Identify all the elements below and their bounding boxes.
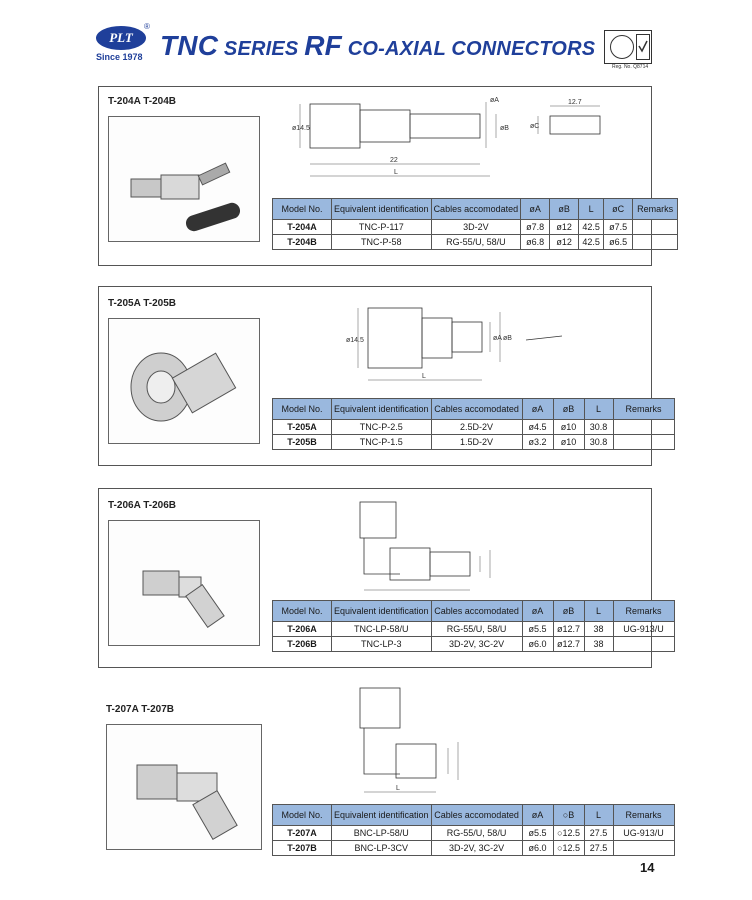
cell-model: T-204A xyxy=(273,220,332,235)
cell-equiv: TNC-P-1.5 xyxy=(332,435,432,450)
col-cables: Cables accomodated xyxy=(431,805,522,826)
col-model: Model No. xyxy=(273,199,332,220)
cell-a: ø7.8 xyxy=(521,220,550,235)
col-b: ○B xyxy=(553,805,584,826)
col-l: L xyxy=(584,601,613,622)
col-cables: Cables accomodated xyxy=(431,199,521,220)
cell-cables: RG-55/U, 58/U xyxy=(431,235,521,250)
cell-b: ø12.7 xyxy=(553,622,584,637)
col-equivalent: Equivalent identification xyxy=(332,199,432,220)
col-cables: Cables accomodated xyxy=(431,399,522,420)
spec-table-t204 xyxy=(272,198,678,250)
cell-l: 38 xyxy=(584,637,613,652)
cell-b: ○12.5 xyxy=(553,841,584,856)
cell-remarks: UG-913/U xyxy=(613,826,674,841)
spec-table-t206 xyxy=(272,600,675,652)
dim-b: øB xyxy=(503,335,512,342)
title-connectors: CO-AXIAL CONNECTORS xyxy=(341,38,596,60)
connector-photo-icon xyxy=(107,725,261,849)
cell-equiv: TNC-P-2.5 xyxy=(332,420,432,435)
col-remarks: Remarks xyxy=(633,199,678,220)
col-b: øB xyxy=(553,399,584,420)
col-a: øA xyxy=(521,199,550,220)
cell-remarks xyxy=(633,235,678,250)
section-label: T-204A T-204B xyxy=(108,96,176,107)
cell-remarks: UG-913/U xyxy=(613,622,674,637)
table-row xyxy=(273,235,678,250)
cell-cables: RG-55/U, 58/U xyxy=(431,622,522,637)
table-row xyxy=(273,220,678,235)
cell-remarks xyxy=(633,220,678,235)
cell-a: ø6.0 xyxy=(522,637,553,652)
dim-a: øA xyxy=(493,335,502,342)
cell-b: ø12.7 xyxy=(553,637,584,652)
title-tnc: TNC xyxy=(160,30,219,61)
section-label: T-207A T-207B xyxy=(106,704,174,715)
cell-model: T-206B xyxy=(273,637,332,652)
iso-seal-icon xyxy=(610,35,634,59)
drawing-t206 xyxy=(350,494,530,598)
product-photo-t206 xyxy=(108,520,260,646)
cell-b: ø10 xyxy=(553,420,584,435)
cell-model: T-207B xyxy=(273,841,332,856)
cell-l: 30.8 xyxy=(584,420,613,435)
title-rf: RF xyxy=(304,30,342,61)
connector-photo-icon xyxy=(109,521,259,645)
cell-l: 38 xyxy=(584,622,613,637)
cell-equiv: TNC-P-58 xyxy=(332,235,432,250)
cell-remarks xyxy=(613,637,674,652)
table-row xyxy=(273,435,675,450)
col-remarks: Remarks xyxy=(613,805,674,826)
product-photo-t204 xyxy=(108,116,260,242)
table-row xyxy=(273,841,675,856)
cell-model: T-205A xyxy=(273,420,332,435)
cell-model: T-206A xyxy=(273,622,332,637)
cell-b: ○12.5 xyxy=(553,826,584,841)
dim-d14-5: ø14.5 xyxy=(292,125,310,132)
col-model: Model No. xyxy=(273,805,332,826)
registered-mark: ® xyxy=(144,22,150,31)
col-a: øA xyxy=(522,399,553,420)
cell-l: 42.5 xyxy=(579,220,604,235)
col-a: øA xyxy=(522,805,553,826)
dim-b: øB xyxy=(500,125,509,132)
dim-12-7: 12.7 xyxy=(568,99,582,106)
col-l: L xyxy=(579,199,604,220)
col-equivalent: Equivalent identification xyxy=(332,601,432,622)
connector-photo-icon xyxy=(109,319,259,443)
cell-l: 42.5 xyxy=(579,235,604,250)
dim-l: L xyxy=(394,169,398,176)
cell-l: 30.8 xyxy=(584,435,613,450)
cell-cables: 3D-2V, 3C-2V xyxy=(431,841,522,856)
dim-l: L xyxy=(422,373,426,380)
spec-table-t205 xyxy=(272,398,675,450)
col-l: L xyxy=(584,399,613,420)
spec-table-t207 xyxy=(272,804,675,856)
dim-l: L xyxy=(396,785,400,792)
col-model: Model No. xyxy=(273,399,332,420)
col-model: Model No. xyxy=(273,601,332,622)
drawing-t205 xyxy=(330,300,580,386)
connector-photo-icon xyxy=(109,117,259,241)
cell-a: ø5.5 xyxy=(522,622,553,637)
cell-c: ø6.5 xyxy=(604,235,633,250)
col-remarks: Remarks xyxy=(613,601,674,622)
dim-22: 22 xyxy=(390,157,398,164)
col-b: øB xyxy=(550,199,579,220)
col-c: øC xyxy=(604,199,633,220)
cell-equiv: TNC-LP-3 xyxy=(332,637,432,652)
cell-model: T-207A xyxy=(273,826,332,841)
col-remarks: Remarks xyxy=(613,399,674,420)
cell-a: ø5.5 xyxy=(522,826,553,841)
col-cables: Cables accomodated xyxy=(431,601,522,622)
col-equivalent: Equivalent identification xyxy=(332,399,432,420)
cell-a: ø4.5 xyxy=(522,420,553,435)
cell-cables: 3D-2V xyxy=(431,220,521,235)
dim-a: øA xyxy=(490,97,499,104)
cell-remarks xyxy=(613,841,674,856)
cell-equiv: BNC-LP-58/U xyxy=(332,826,432,841)
product-photo-t207 xyxy=(106,724,262,850)
col-l: L xyxy=(584,805,613,826)
table-row xyxy=(273,826,675,841)
cell-a: ø3.2 xyxy=(522,435,553,450)
product-photo-t205 xyxy=(108,318,260,444)
dim-d14-5: ø14.5 xyxy=(346,337,364,344)
cell-equiv: TNC-LP-58/U xyxy=(332,622,432,637)
page-number: 14 xyxy=(640,860,655,875)
table-row xyxy=(273,637,675,652)
cell-remarks xyxy=(613,420,674,435)
check-mark-icon xyxy=(636,34,650,60)
cell-cables: 2.5D-2V xyxy=(431,420,522,435)
cell-model: T-204B xyxy=(273,235,332,250)
cell-equiv: TNC-P-117 xyxy=(332,220,432,235)
since-label: Since 1978 xyxy=(96,52,143,62)
cell-cables: 1.5D-2V xyxy=(431,435,522,450)
col-equivalent: Equivalent identification xyxy=(332,805,432,826)
table-row xyxy=(273,622,675,637)
cell-b: ø10 xyxy=(553,435,584,450)
cell-a: ø6.8 xyxy=(521,235,550,250)
drawing-t207 xyxy=(340,678,490,802)
cell-remarks xyxy=(613,435,674,450)
cell-c: ø7.5 xyxy=(604,220,633,235)
cell-a: ø6.0 xyxy=(522,841,553,856)
plt-logo: PLT xyxy=(96,26,146,50)
registration-number: Reg. No. Q8714 xyxy=(612,64,649,70)
col-a: øA xyxy=(522,601,553,622)
drawing-t204 xyxy=(290,94,630,184)
dim-c: øC xyxy=(530,123,540,130)
cell-equiv: BNC-LP-3CV xyxy=(332,841,432,856)
section-label: T-205A T-205B xyxy=(108,298,176,309)
section-label: T-206A T-206B xyxy=(108,500,176,511)
title-series: SERIES xyxy=(218,38,305,60)
cell-b: ø12 xyxy=(550,220,579,235)
cell-l: 27.5 xyxy=(584,841,613,856)
cell-cables: RG-55/U, 58/U xyxy=(431,826,522,841)
cell-model: T-205B xyxy=(273,435,332,450)
col-b: øB xyxy=(553,601,584,622)
page-title xyxy=(160,30,595,62)
cell-l: 27.5 xyxy=(584,826,613,841)
cell-b: ø12 xyxy=(550,235,579,250)
table-row xyxy=(273,420,675,435)
cell-cables: 3D-2V, 3C-2V xyxy=(431,637,522,652)
